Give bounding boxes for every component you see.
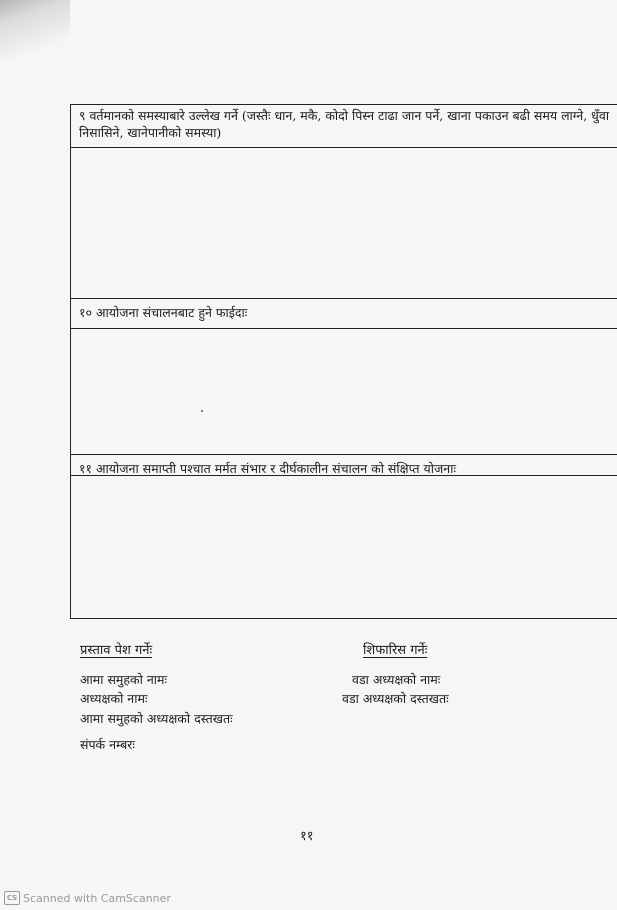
proposal-heading: प्रस्ताव पेश गर्नेः <box>80 643 153 658</box>
ward-chair-name-label: वडा अध्यक्षको नामः <box>352 672 441 687</box>
scan-speck <box>201 410 203 412</box>
chairperson-name-label: अध्यक्षको नामः <box>80 691 148 706</box>
answer-11-area[interactable] <box>71 476 617 618</box>
chairperson-signature-label: आमा समुहको अध्यक्षको दस्तखतः <box>80 711 233 726</box>
recommendation-heading: शिफारिस गर्नेः <box>363 643 428 658</box>
ward-chair-signature-label: वडा अध्यक्षको दस्तखतः <box>342 691 449 706</box>
question-11-row <box>71 454 617 476</box>
contact-number-label: संपर्क नम्बरः <box>80 737 135 752</box>
camscanner-logo-icon: CS <box>4 891 20 905</box>
answer-10-area[interactable] <box>71 329 617 454</box>
question-9-row <box>71 105 617 148</box>
question-9-text: ९ वर्तमानको समस्याबारे उल्लेख गर्ने (जस्तैः धान, मकै, कोदो पिस्न टाढा जान पर्ने, खाना पकाउन बढी समय लाग्ने, धुँवा निसासिने, खानेपानीको समस्या) <box>79 108 610 140</box>
watermark-text: Scanned with CamScanner <box>23 891 171 905</box>
camscanner-watermark <box>4 891 171 905</box>
form-table <box>70 104 617 619</box>
question-10-text: १० आयोजना संचालनबाट हुने फाईदाः <box>79 305 248 320</box>
mothers-group-name-label: आमा समुहको नामः <box>80 672 168 687</box>
question-10-row <box>71 298 617 329</box>
question-11-text: ११ आयोजना समाप्ती पश्चात मर्मत संभार र दीर्घकालीन संचालन को संक्षिप्त योजनाः <box>79 461 456 476</box>
page-number: ११ <box>300 829 314 844</box>
scan-edge-shadow <box>0 0 70 95</box>
answer-9-area[interactable] <box>71 148 617 298</box>
